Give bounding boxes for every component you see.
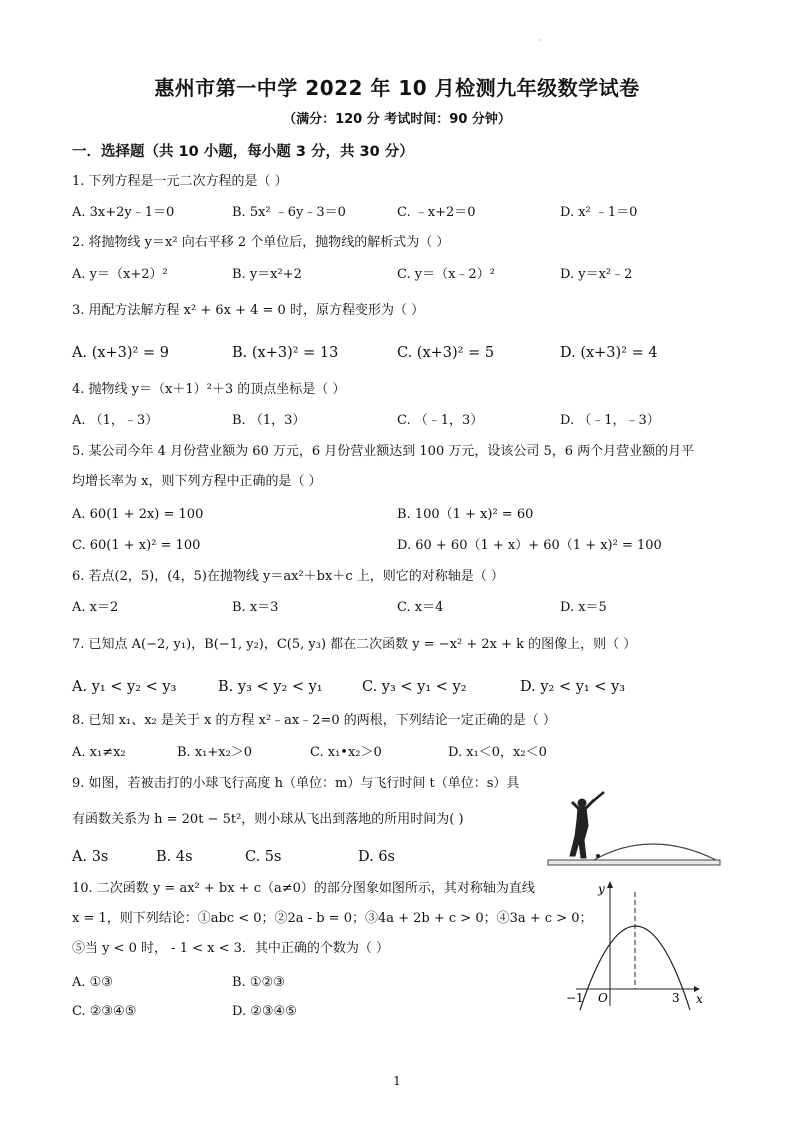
question-10-option-d: D. ②③④⑤ bbox=[232, 1004, 297, 1019]
question-2-stem: 2. 将抛物线 y＝x² 向右平移 2 个单位后，抛物线的解析式为（ ） bbox=[72, 235, 450, 250]
scan-mark: · bbox=[538, 36, 541, 45]
question-10-stem-line-2: x = 1，则下列结论：①abc < 0；②2a - b = 0；③4a + 2b + c > 0；④3a + c > 0； bbox=[72, 911, 593, 926]
question-8-option-c: C. x₁•x₂＞0 bbox=[310, 745, 382, 760]
y-axis-arrow bbox=[607, 881, 613, 888]
question-2-option-b: B. y＝x²+2 bbox=[232, 267, 302, 282]
page-number: 1 bbox=[393, 1074, 401, 1088]
section-heading: 一．选择题（共 10 小题，每小题 3 分，共 30 分） bbox=[72, 144, 414, 160]
ball bbox=[596, 854, 600, 858]
question-4-option-d: D. （﹣1，﹣3） bbox=[560, 413, 660, 428]
question-1-option-c: C. ﹣x+2＝0 bbox=[397, 205, 476, 220]
exam-info: （满分：120 分 考试时间：90 分钟） bbox=[283, 112, 511, 127]
page-title: 惠州市第一中学 2022 年 10 月检测九年级数学试卷 bbox=[154, 76, 640, 100]
question-9-option-d: D. 6s bbox=[358, 849, 395, 865]
question-7-stem: 7. 已知点 A(−2, y₁)，B(−1, y₂)，C(5, y₃) 都在二次函数 y = −x² + 2x + k 的图像上，则（ ） bbox=[72, 637, 637, 652]
question-4-option-a: A. （1，﹣3） bbox=[72, 413, 159, 428]
question-10-stem-line-3: ⑤当 y < 0 时， - 1 < x < 3．其中正确的个数为（ ） bbox=[72, 941, 390, 956]
question-6-option-d: D. x＝5 bbox=[560, 600, 607, 615]
left-root-label: −1 bbox=[566, 991, 584, 1005]
question-8-option-b: B. x₁+x₂＞0 bbox=[177, 745, 253, 760]
question-10-stem-line-1: 10. 二次函数 y = ax² + bx + c（a≠0）的部分图象如图所示，其对称轴为直线 bbox=[72, 881, 535, 896]
question-1-stem: 1. 下列方程是一元二次方程的是（ ） bbox=[72, 174, 288, 189]
question-9-stem-line-2: 有函数关系为 h = 20t − 5t²，则小球从飞出到落地的所用时间为( ) bbox=[72, 812, 464, 827]
question-8-option-d: D. x₁＜0，x₂＜0 bbox=[448, 745, 547, 760]
question-7-option-a: A. y₁ < y₂ < y₃ bbox=[72, 679, 177, 695]
question-10-option-b: B. ①②③ bbox=[232, 975, 285, 990]
question-7-option-d: D. y₂ < y₁ < y₃ bbox=[520, 679, 626, 695]
right-root-label: 3 bbox=[672, 991, 680, 1005]
question-6-option-c: C. x＝4 bbox=[397, 600, 444, 615]
question-6-option-b: B. x＝3 bbox=[232, 600, 279, 615]
x-axis-label: x bbox=[696, 992, 703, 1006]
question-10-option-a: A. ①③ bbox=[72, 975, 113, 990]
question-2-option-c: C. y＝（x﹣2）² bbox=[397, 267, 495, 282]
question-2-option-d: D. y＝x²﹣2 bbox=[560, 267, 633, 282]
question-9-option-a: A. 3s bbox=[72, 849, 109, 865]
question-1-option-b: B. 5x² ﹣6y﹣3＝0 bbox=[232, 205, 346, 220]
question-5-stem-line-2: 均增长率为 x，则下列方程中正确的是（ ） bbox=[72, 474, 322, 489]
question-8-stem: 8. 已知 x₁、x₂ 是关于 x 的方程 x²﹣ax﹣2=0 的两根，下列结论一定正确的是（ ） bbox=[72, 713, 556, 728]
y-axis-label: y bbox=[598, 882, 605, 896]
question-5-option-a: A. 60(1 + 2x) = 100 bbox=[72, 507, 204, 522]
question-3-option-a: A. (x+3)² = 9 bbox=[72, 345, 169, 361]
question-9-option-c: C. 5s bbox=[245, 849, 282, 865]
origin-label: O bbox=[598, 991, 608, 1005]
ball-trajectory bbox=[594, 844, 716, 860]
question-6-stem: 6. 若点(2，5)，(4，5)在抛物线 y＝ax²＋bx＋c 上，则它的对称轴是（ ） bbox=[72, 569, 504, 584]
question-9-stem-line-1: 9. 如图，若被击打的小球飞行高度 h（单位：m）与飞行时间 t（单位：s）具 bbox=[72, 776, 520, 791]
question-3-stem: 3. 用配方法解方程 x² + 6x + 4 = 0 时，原方程变形为（ ） bbox=[72, 303, 425, 318]
batter-figure bbox=[546, 790, 722, 870]
question-7-option-b: B. y₃ < y₂ < y₁ bbox=[218, 679, 323, 695]
ground-strip bbox=[548, 860, 720, 865]
question-2-option-a: A. y＝（x+2）² bbox=[72, 267, 168, 282]
question-8-option-a: A. x₁≠x₂ bbox=[72, 745, 126, 760]
question-3-option-b: B. (x+3)² = 13 bbox=[232, 345, 339, 361]
question-7-option-c: C. y₃ < y₁ < y₂ bbox=[362, 679, 467, 695]
question-5-stem-line-1: 5. 某公司今年 4 月份营业额为 60 万元，6 月份营业额达到 100 万元，设该公司 5，6 两个月营业额的月平 bbox=[72, 444, 695, 459]
question-1-option-a: A. 3x+2y﹣1＝0 bbox=[72, 205, 175, 220]
question-4-stem: 4. 抛物线 y＝（x＋1）²＋3 的顶点坐标是（ ） bbox=[72, 382, 346, 397]
question-3-option-d: D. (x+3)² = 4 bbox=[560, 345, 658, 361]
question-5-option-b: B. 100（1 + x)² = 60 bbox=[397, 507, 534, 522]
question-10-option-c: C. ②③④⑤ bbox=[72, 1004, 137, 1019]
question-4-option-c: C. （﹣1，3） bbox=[397, 413, 484, 428]
question-4-option-b: B. （1，3） bbox=[232, 413, 306, 428]
question-5-option-c: C. 60(1 + x)² = 100 bbox=[72, 538, 201, 553]
batter-silhouette bbox=[570, 792, 604, 858]
question-6-option-a: A. x＝2 bbox=[72, 600, 119, 615]
question-5-option-d: D. 60 + 60（1 + x）+ 60（1 + x)² = 100 bbox=[397, 538, 662, 553]
question-3-option-c: C. (x+3)² = 5 bbox=[397, 345, 495, 361]
parabola-graph bbox=[558, 876, 708, 1011]
question-1-option-d: D. x² ﹣1＝0 bbox=[560, 205, 638, 220]
question-9-option-b: B. 4s bbox=[156, 849, 193, 865]
